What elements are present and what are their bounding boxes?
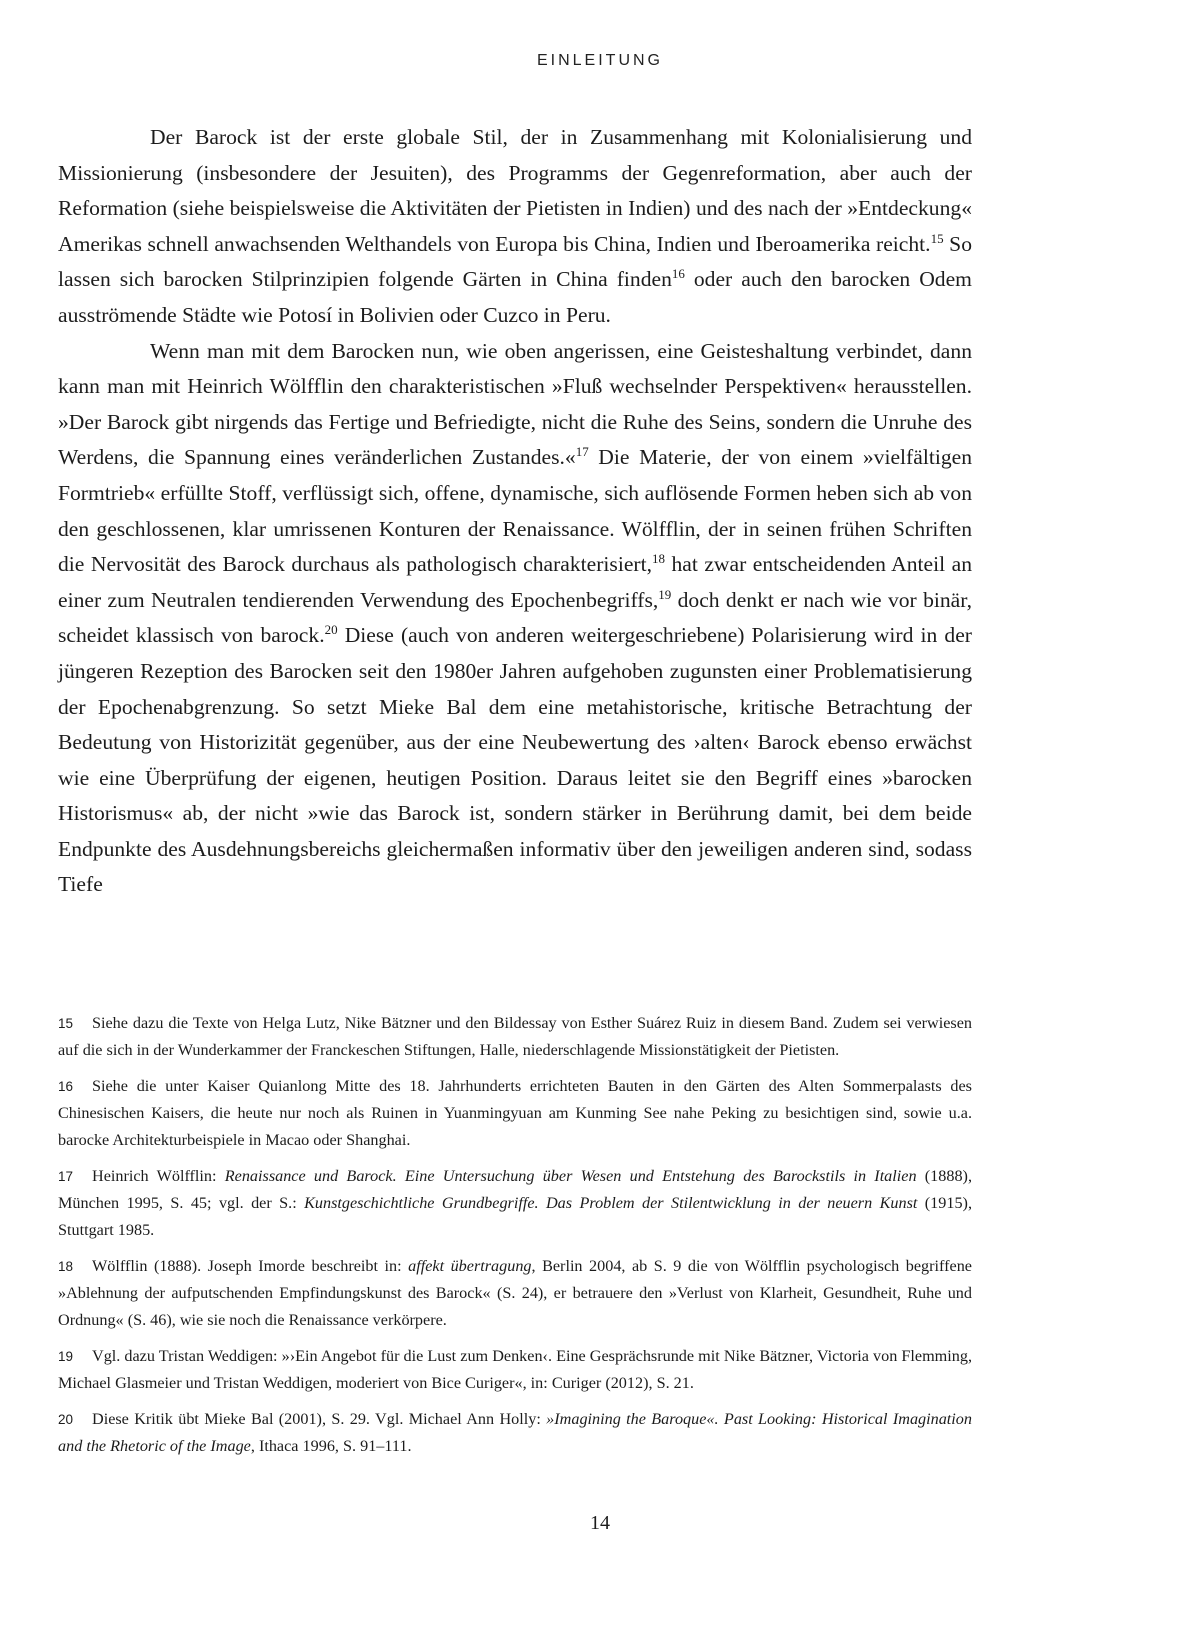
paragraph-text: oder auch den barocken Odem ausströmende Städte wie Potosí in Bolivien oder Cuzco in Peru. bbox=[58, 267, 972, 327]
paragraph-text: doch denkt er nach wie vor binär, scheidet klassisch von barock. bbox=[58, 587, 972, 648]
paragraph-text: Wenn man mit dem Barocken nun, wie oben angerissen, eine Geisteshaltung verbindet, dann kann man mit Heinrich Wölfflin den charakteristischen »Fluß wechselnder Perspektiven« herausstellen. »Der Barock gibt nirgends das Fertige und Befriedigte, nicht die Ruhe des Seins, sondern die Unruhe des Werdens, die Spannung eines veränderlichen Zustandes.« bbox=[58, 338, 972, 470]
footnote-20 bbox=[58, 1406, 972, 1460]
footnote-ref[interactable]: 15 bbox=[930, 230, 944, 246]
footnote-number: 16 bbox=[58, 1079, 74, 1094]
footnote-17 bbox=[58, 1163, 972, 1244]
paragraph-2 bbox=[58, 334, 972, 904]
footnote-ref[interactable]: 18 bbox=[652, 551, 665, 567]
paragraph-text: Der Barock ist der erste globale Stil, der in Zusammenhang mit Kolonialisierung und Missionierung (insbesondere der Jesuiten), des Programms der Gegenreformation, aber auch der Reformation (siehe beispielsweise die Aktivitäten der Pietisten in Indien) und des nach der »Entdeckung« Amerikas schnell anwachsenden Welthandels von Europa bis China, Indien und Iberoamerika reicht. bbox=[58, 125, 972, 256]
footnote-16 bbox=[58, 1073, 972, 1154]
page-number: 14 bbox=[590, 1512, 610, 1534]
footnote-18 bbox=[58, 1253, 972, 1334]
footnote-number: 19 bbox=[58, 1349, 74, 1364]
footnote-number: 18 bbox=[58, 1259, 74, 1274]
paragraph-text: Diese (auch von anderen weitergeschriebene) Polarisierung wird in der jüngeren Rezeption des Barocken seit den 1980er Jahren aufgehoben zugunsten einer Problematisierung der Epochenabgrenzung. So setzt Mieke Bal dem eine metahistorische, kritische Betrachtung der Bedeutung von Historizität gegenüber, aus der eine Neubewertung des ›alten‹ Barock ebenso erwächst wie eine Überprüfung der eigenen, heutigen Position. Daraus leitet sie den Begriff eines »barocken Historismus« ab, der nicht »wie das Barock ist, sondern stärker in Berührung damit, bei dem beide Endpunkte des Ausdehnungsbereichs gleichermaßen informativ über den jeweiligen anderen sind, sodass Tiefe bbox=[58, 623, 972, 897]
footnote-19 bbox=[58, 1343, 972, 1397]
footnotes-section bbox=[58, 1010, 972, 1469]
footnote-text: Siehe dazu die Texte von Helga Lutz, Nike Bätzner und den Bildessay von Esther Suárez Ruiz in diesem Band. Zudem sei verwiesen auf die sich in der Wunderkammer der Franckeschen Stiftungen, Halle, niederschlagende Missionstätigkeit der Pietisten. bbox=[58, 1014, 972, 1059]
footnote-text: , Ithaca 1996, S. 91–111. bbox=[250, 1437, 412, 1455]
footnote-number: 17 bbox=[58, 1169, 74, 1184]
footnote-ref[interactable]: 19 bbox=[658, 586, 672, 602]
running-header: EINLEITUNG bbox=[536, 52, 663, 69]
footnote-title: affekt übertragung bbox=[408, 1257, 532, 1275]
footnote-title: Renaissance und Barock. Eine Untersuchung über Wesen und Entstehung des Barockstils in Italien bbox=[224, 1167, 917, 1185]
footnote-title: »Imagining the Baroque«. Past Looking: Historical Imagination and the Rhetoric of the Image bbox=[58, 1410, 972, 1455]
footnote-text: Wölfflin (1888). Joseph Imorde beschreibt in: bbox=[92, 1257, 409, 1275]
footnote-text: Siehe die unter Kaiser Quianlong Mitte des 18. Jahrhunderts errichteten Bauten in den Gärten des Alten Sommerpalasts des Chinesischen Kaisers, die heute nur noch als Ruinen in Yuanmingyuan am Kunming See nahe Peking zu besichtigen sind, sowie u.a. barocke Architekturbeispiele in Macao oder Shanghai. bbox=[58, 1077, 972, 1149]
paragraph-1 bbox=[58, 120, 972, 334]
paragraph-text: So lassen sich barocken Stilprinzipien folgende Gärten in China finden bbox=[58, 231, 972, 292]
footnote-text: , Berlin 2004, ab S. 9 die von Wölfflin psychologisch begriffene »Ablehnung der aufputschenden Empfindungskunst des Barock« (S. 24), er betrauere den »Verlust von Klarheit, Gesundheit, Ruhe und Ordnung« (S. 46), wie sie noch die Renaissance verkörpere. bbox=[58, 1257, 972, 1329]
footnote-text: (1915), Stuttgart 1985. bbox=[58, 1194, 972, 1239]
footnote-ref[interactable]: 20 bbox=[324, 622, 338, 638]
footnote-15 bbox=[58, 1010, 972, 1064]
footnote-text: (1888), München 1995, S. 45; vgl. der S.: bbox=[58, 1167, 972, 1212]
footnote-number: 15 bbox=[58, 1016, 74, 1031]
main-text bbox=[58, 120, 972, 903]
footnote-ref[interactable]: 17 bbox=[575, 444, 589, 460]
footnote-text: Diese Kritik übt Mieke Bal (2001), S. 29. Vgl. Michael Ann Holly: bbox=[92, 1410, 547, 1428]
footnote-number: 20 bbox=[58, 1412, 74, 1427]
paragraph-text: Die Materie, der von einem »vielfältigen Formtrieb« erfüllte Stoff, verflüssigt sich, offene, dynamische, sich auflösende Formen heben sich ab von den geschlossenen, klar umrissenen Konturen der Renaissance. Wölfflin, der in seinen frühen Schriften die Nervosität des Barock durchaus als pathologisch charakterisiert, bbox=[58, 445, 972, 577]
footnote-title: Kunstgeschichtliche Grundbegriffe. Das Problem der Stilentwicklung in der neuern Kunst bbox=[304, 1194, 918, 1212]
paragraph-text: hat zwar entscheidenden Anteil an einer zum Neutralen tendierenden Verwendung des Epochenbegriffs, bbox=[58, 552, 972, 612]
footnote-text: Heinrich Wölfflin: bbox=[92, 1167, 225, 1185]
footnote-text: Vgl. dazu Tristan Weddigen: »›Ein Angebot für die Lust zum Denken‹. Eine Gesprächsrunde mit Nike Bätzner, Victoria von Flemming, Michael Glasmeier und Tristan Weddigen, moderiert von Bice Curiger«, in: Curiger (2012), S. 21. bbox=[58, 1347, 972, 1392]
footnote-ref[interactable]: 16 bbox=[671, 266, 685, 282]
